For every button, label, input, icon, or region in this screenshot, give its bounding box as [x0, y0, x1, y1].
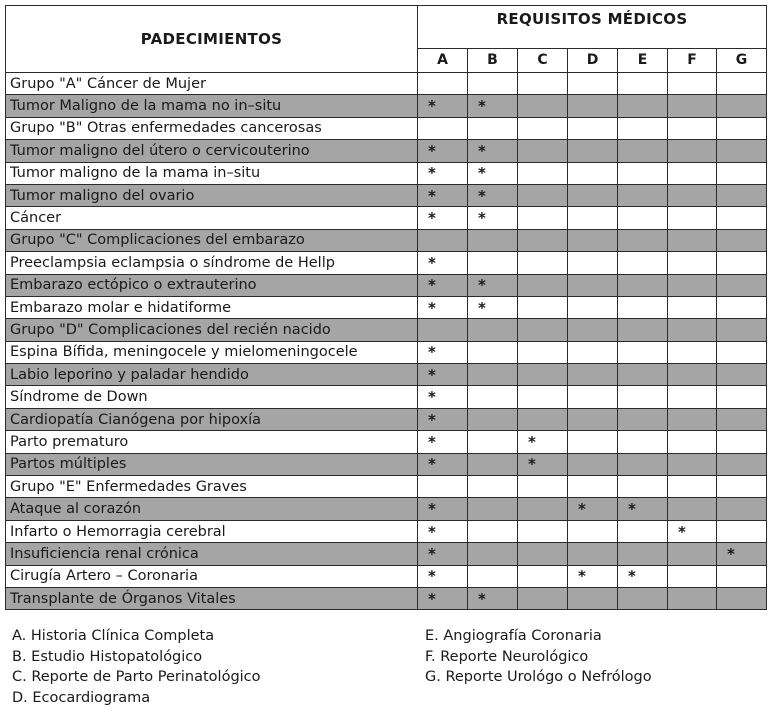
- table-row: [6, 184, 767, 206]
- requirement-mark-f: *: [668, 520, 717, 542]
- requirement-mark-b: [468, 252, 518, 274]
- requirement-mark-g: [717, 117, 767, 139]
- requirement-mark-a: *: [418, 543, 468, 565]
- requirement-mark-e: [618, 431, 668, 453]
- requirement-mark-c: [518, 543, 568, 565]
- requirement-mark-b: [468, 386, 518, 408]
- condition-label: Síndrome de Down: [6, 386, 418, 408]
- condition-label: Labio leporino y paladar hendido: [6, 364, 418, 386]
- requirement-mark-d: [568, 408, 618, 430]
- requirement-mark-g: [717, 386, 767, 408]
- requirement-mark-b: [468, 543, 518, 565]
- requirement-mark-c: *: [518, 453, 568, 475]
- requirement-mark-d: *: [568, 565, 618, 587]
- requirement-mark-e: [618, 476, 668, 498]
- table-row: [6, 117, 767, 139]
- requirement-mark-d: [568, 73, 618, 95]
- requirement-mark-e: [618, 229, 668, 251]
- requirement-mark-f: [668, 543, 717, 565]
- column-header-c: C: [518, 48, 568, 72]
- requirement-mark-e: *: [618, 565, 668, 587]
- table-row: [6, 476, 767, 498]
- requirement-mark-e: [618, 252, 668, 274]
- requirement-mark-b: *: [468, 140, 518, 162]
- requirement-mark-a: *: [418, 453, 468, 475]
- requirement-mark-b: [468, 364, 518, 386]
- requirement-mark-g: [717, 476, 767, 498]
- condition-label: Preeclampsia eclampsia o síndrome de Hellp: [6, 252, 418, 274]
- requirement-mark-b: [468, 498, 518, 520]
- requirement-mark-a: [418, 73, 468, 95]
- requirement-mark-g: [717, 229, 767, 251]
- requirement-mark-b: [468, 520, 518, 542]
- requirement-mark-c: [518, 274, 568, 296]
- requirement-mark-g: [717, 498, 767, 520]
- condition-label: Grupo "E" Enfermedades Graves: [6, 476, 418, 498]
- requirement-mark-a: *: [418, 431, 468, 453]
- requirement-mark-b: [468, 319, 518, 341]
- requirement-mark-e: [618, 386, 668, 408]
- requirement-mark-a: [418, 117, 468, 139]
- requirement-mark-g: [717, 184, 767, 206]
- requirement-mark-g: [717, 431, 767, 453]
- condition-label: Tumor maligno del útero o cervicouterino: [6, 140, 418, 162]
- requirement-mark-a: *: [418, 162, 468, 184]
- legend: [12, 628, 762, 714]
- requirement-mark-b: *: [468, 95, 518, 117]
- requirement-mark-d: *: [568, 498, 618, 520]
- requirement-mark-f: [668, 184, 717, 206]
- requirement-mark-e: [618, 587, 668, 609]
- requirement-mark-f: [668, 274, 717, 296]
- requirement-mark-g: [717, 341, 767, 363]
- requirement-mark-d: [568, 386, 618, 408]
- requirement-mark-c: [518, 386, 568, 408]
- requirement-mark-f: [668, 386, 717, 408]
- requirement-mark-a: *: [418, 386, 468, 408]
- requirement-mark-c: [518, 207, 568, 229]
- requirement-mark-b: *: [468, 587, 518, 609]
- requirement-mark-a: [418, 229, 468, 251]
- requirement-mark-b: [468, 476, 518, 498]
- requirement-mark-d: [568, 543, 618, 565]
- condition-label: Cardiopatía Cianógena por hipoxía: [6, 408, 418, 430]
- requirement-mark-g: [717, 565, 767, 587]
- requirement-mark-d: [568, 431, 618, 453]
- table-body: [6, 73, 767, 610]
- condition-label: Cirugía Artero – Coronaria: [6, 565, 418, 587]
- condition-label: Infarto o Hemorragia cerebral: [6, 520, 418, 542]
- requirement-mark-e: *: [618, 498, 668, 520]
- requirement-mark-d: [568, 520, 618, 542]
- requirement-mark-f: [668, 319, 717, 341]
- requirement-mark-d: [568, 319, 618, 341]
- table-row: [6, 319, 767, 341]
- requirement-mark-a: *: [418, 587, 468, 609]
- requirement-mark-d: [568, 453, 618, 475]
- requirement-mark-a: *: [418, 274, 468, 296]
- requirement-mark-e: [618, 162, 668, 184]
- requirement-mark-g: [717, 364, 767, 386]
- requirement-mark-c: [518, 296, 568, 318]
- requirement-mark-a: *: [418, 498, 468, 520]
- requirement-mark-b: [468, 408, 518, 430]
- requirement-mark-g: [717, 73, 767, 95]
- requirement-mark-a: *: [418, 565, 468, 587]
- requirement-mark-c: [518, 520, 568, 542]
- requirements-header: REQUISITOS MÉDICOS: [418, 6, 767, 49]
- requirement-mark-c: [518, 341, 568, 363]
- requirement-mark-e: [618, 184, 668, 206]
- requirement-mark-d: [568, 229, 618, 251]
- requirement-mark-g: [717, 95, 767, 117]
- requirement-mark-e: [618, 520, 668, 542]
- requirement-mark-c: [518, 162, 568, 184]
- condition-label: Ataque al corazón: [6, 498, 418, 520]
- table-row: [6, 229, 767, 251]
- requirement-mark-c: *: [518, 431, 568, 453]
- requirement-mark-c: [518, 565, 568, 587]
- column-header-d: D: [568, 48, 618, 72]
- column-header-b: B: [468, 48, 518, 72]
- requirement-mark-f: [668, 73, 717, 95]
- column-header-g: G: [717, 48, 767, 72]
- legend-item: C. Reporte de Parto Perinatológico: [12, 669, 261, 685]
- requirement-mark-f: [668, 95, 717, 117]
- requirement-mark-d: [568, 364, 618, 386]
- requirement-mark-g: [717, 162, 767, 184]
- legend-item: A. Historia Clínica Completa: [12, 628, 215, 644]
- requirement-mark-c: [518, 184, 568, 206]
- requirement-mark-f: [668, 162, 717, 184]
- requirement-mark-g: [717, 587, 767, 609]
- requirement-mark-f: [668, 565, 717, 587]
- requirement-mark-f: [668, 587, 717, 609]
- requirement-mark-e: [618, 274, 668, 296]
- column-header-f: F: [668, 48, 717, 72]
- legend-item: D. Ecocardiograma: [12, 689, 151, 706]
- requirement-mark-f: [668, 476, 717, 498]
- requirement-mark-a: *: [418, 520, 468, 542]
- requirement-mark-e: [618, 543, 668, 565]
- condition-label: Cáncer: [6, 207, 418, 229]
- requirement-mark-b: [468, 341, 518, 363]
- requirement-mark-d: [568, 252, 618, 274]
- requirement-mark-e: [618, 140, 668, 162]
- requirement-mark-d: [568, 296, 618, 318]
- table-row: [6, 252, 767, 274]
- table-row: [6, 73, 767, 95]
- requirement-mark-e: [618, 364, 668, 386]
- requirement-mark-f: [668, 431, 717, 453]
- table-row: [6, 520, 767, 542]
- conditions-header: PADECIMIENTOS: [6, 6, 418, 73]
- requirement-mark-f: [668, 453, 717, 475]
- requirement-mark-b: *: [468, 184, 518, 206]
- requirement-mark-d: [568, 95, 618, 117]
- condition-label: Tumor Maligno de la mama no in–situ: [6, 95, 418, 117]
- requirement-mark-d: [568, 341, 618, 363]
- requirement-mark-a: *: [418, 296, 468, 318]
- table-row: [6, 341, 767, 363]
- requirement-mark-b: *: [468, 274, 518, 296]
- legend-item: G. Reporte Urológo o Nefrólogo: [425, 669, 652, 685]
- requirement-mark-b: *: [468, 296, 518, 318]
- requirement-mark-d: [568, 476, 618, 498]
- condition-label: Insuficiencia renal crónica: [6, 543, 418, 565]
- condition-label: Parto prematuro: [6, 431, 418, 453]
- condition-label: Grupo "B" Otras enfermedades cancerosas: [6, 117, 418, 139]
- requirement-mark-d: [568, 587, 618, 609]
- requirement-mark-e: [618, 207, 668, 229]
- legend-item: F. Reporte Neurológico: [425, 648, 589, 665]
- condition-label: Grupo "A" Cáncer de Mujer: [6, 73, 418, 95]
- requirement-mark-g: [717, 453, 767, 475]
- requirement-mark-b: *: [468, 162, 518, 184]
- requirement-mark-d: [568, 274, 618, 296]
- condition-label: Grupo "D" Complicaciones del recién nacido: [6, 319, 418, 341]
- table-row: [6, 498, 767, 520]
- column-header-e: E: [618, 48, 668, 72]
- requirement-mark-c: [518, 229, 568, 251]
- requirement-mark-c: [518, 587, 568, 609]
- requirement-mark-f: [668, 252, 717, 274]
- requirement-mark-e: [618, 117, 668, 139]
- condition-label: Transplante de Órganos Vitales: [6, 587, 418, 609]
- requirement-mark-a: *: [418, 140, 468, 162]
- requirement-mark-e: [618, 95, 668, 117]
- table-row: [6, 386, 767, 408]
- requirement-mark-b: [468, 431, 518, 453]
- requirement-mark-g: [717, 296, 767, 318]
- condition-label: Embarazo molar e hidatiforme: [6, 296, 418, 318]
- requirement-mark-d: [568, 162, 618, 184]
- requirement-mark-f: [668, 229, 717, 251]
- requirement-mark-c: [518, 476, 568, 498]
- table-row: [6, 274, 767, 296]
- requirement-mark-f: [668, 296, 717, 318]
- requirement-mark-d: [568, 140, 618, 162]
- requirement-mark-b: [468, 565, 518, 587]
- requirement-mark-g: [717, 140, 767, 162]
- requirement-mark-b: [468, 229, 518, 251]
- requirement-mark-a: [418, 319, 468, 341]
- requirement-mark-g: *: [717, 543, 767, 565]
- requirement-mark-e: [618, 296, 668, 318]
- table-row: [6, 543, 767, 565]
- table-row: [6, 431, 767, 453]
- table-row: [6, 364, 767, 386]
- requirement-mark-d: [568, 184, 618, 206]
- requirement-mark-g: [717, 252, 767, 274]
- requirement-mark-g: [717, 520, 767, 542]
- table-row: [6, 408, 767, 430]
- medical-requirements-table: [5, 5, 767, 610]
- requirement-mark-a: *: [418, 184, 468, 206]
- requirement-mark-b: [468, 73, 518, 95]
- requirement-mark-a: *: [418, 341, 468, 363]
- requirement-mark-f: [668, 341, 717, 363]
- requirement-mark-e: [618, 73, 668, 95]
- requirement-mark-c: [518, 252, 568, 274]
- requirement-mark-c: [518, 364, 568, 386]
- requirement-mark-b: [468, 453, 518, 475]
- requirement-mark-f: [668, 207, 717, 229]
- requirement-mark-g: [717, 207, 767, 229]
- table-row: [6, 140, 767, 162]
- condition-label: Partos múltiples: [6, 453, 418, 475]
- requirement-mark-c: [518, 95, 568, 117]
- requirement-mark-e: [618, 319, 668, 341]
- condition-label: Grupo "C" Complicaciones del embarazo: [6, 229, 418, 251]
- condition-label: Tumor maligno del ovario: [6, 184, 418, 206]
- requirement-mark-b: [468, 117, 518, 139]
- requirement-mark-b: *: [468, 207, 518, 229]
- requirement-mark-a: *: [418, 207, 468, 229]
- condition-label: Embarazo ectópico o extrauterino: [6, 274, 418, 296]
- table-row: [6, 453, 767, 475]
- requirement-mark-c: [518, 117, 568, 139]
- legend-item: E. Angiografía Coronaria: [425, 628, 602, 644]
- requirement-mark-c: [518, 73, 568, 95]
- condition-label: Tumor maligno de la mama in–situ: [6, 162, 418, 184]
- requirement-mark-f: [668, 408, 717, 430]
- requirement-mark-e: [618, 408, 668, 430]
- table-row: [6, 207, 767, 229]
- table-row: [6, 296, 767, 318]
- requirement-mark-a: *: [418, 95, 468, 117]
- requirement-mark-d: [568, 117, 618, 139]
- requirement-mark-g: [717, 408, 767, 430]
- requirement-mark-f: [668, 140, 717, 162]
- requirement-mark-a: *: [418, 252, 468, 274]
- table-row: [6, 565, 767, 587]
- column-header-a: A: [418, 48, 468, 72]
- requirement-mark-e: [618, 453, 668, 475]
- requirement-mark-f: [668, 498, 717, 520]
- table-row: [6, 162, 767, 184]
- requirement-mark-c: [518, 140, 568, 162]
- requirement-mark-c: [518, 498, 568, 520]
- requirement-mark-d: [568, 207, 618, 229]
- legend-item: B. Estudio Histopatológico: [12, 648, 203, 665]
- requirement-mark-a: *: [418, 408, 468, 430]
- requirement-mark-a: *: [418, 364, 468, 386]
- requirement-mark-e: [618, 341, 668, 363]
- requirement-mark-f: [668, 364, 717, 386]
- requirement-mark-c: [518, 408, 568, 430]
- table-row: [6, 587, 767, 609]
- requirement-mark-c: [518, 319, 568, 341]
- condition-label: Espina Bífida, meningocele y mielomeningocele: [6, 341, 418, 363]
- requirement-mark-g: [717, 319, 767, 341]
- table-row: [6, 95, 767, 117]
- requirement-mark-g: [717, 274, 767, 296]
- requirement-mark-a: [418, 476, 468, 498]
- requirement-mark-f: [668, 117, 717, 139]
